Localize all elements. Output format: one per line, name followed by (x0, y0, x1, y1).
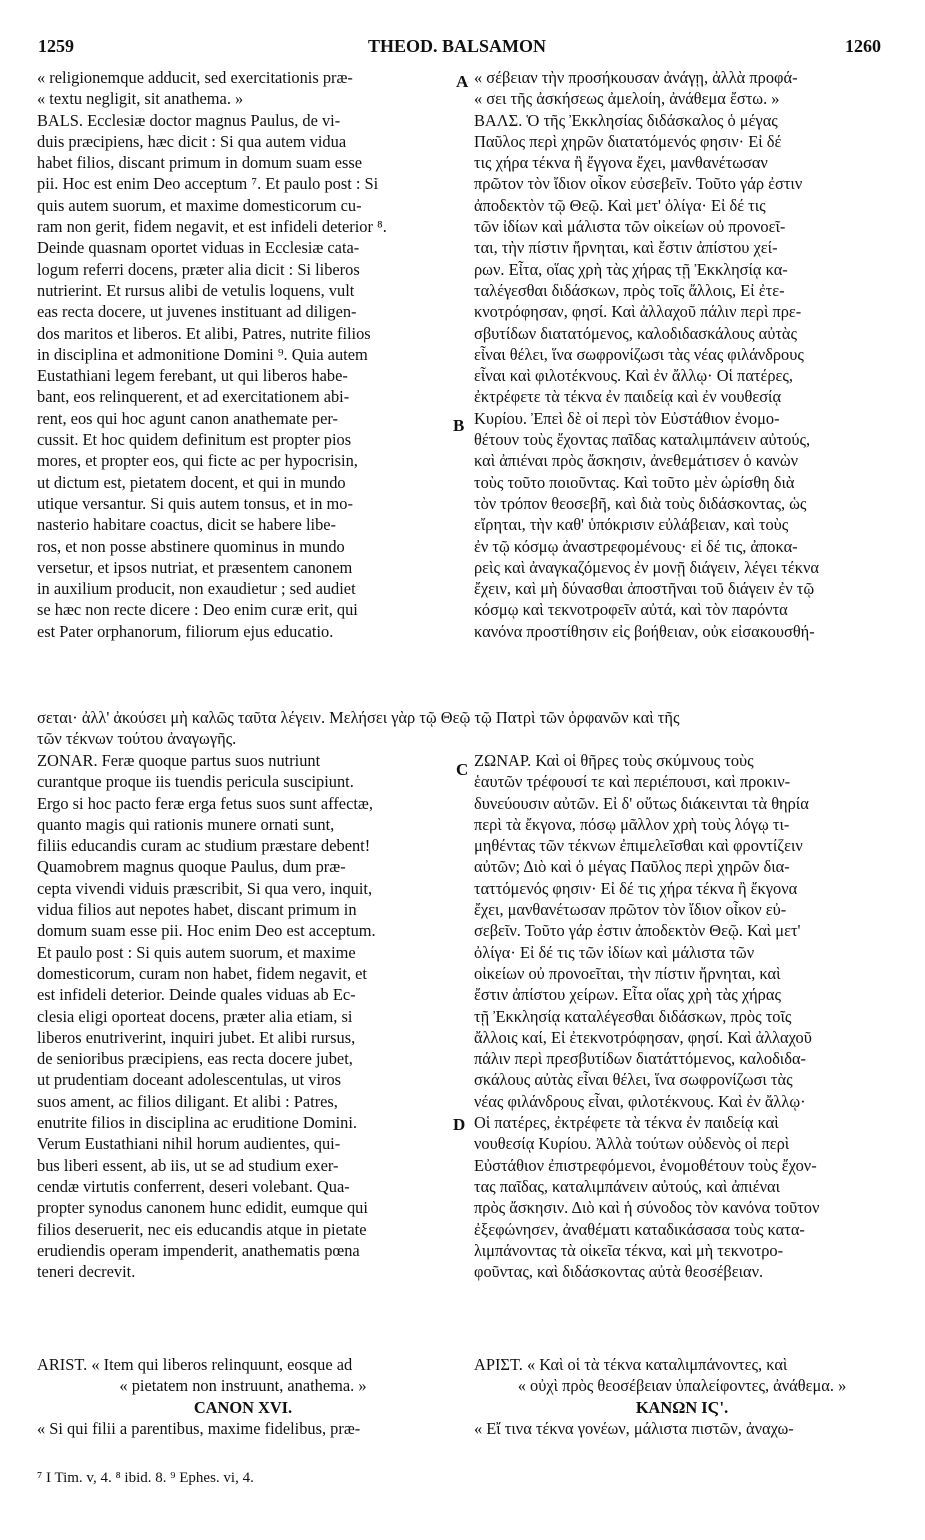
text-line: καὶ ἀπιέναι πρὸς ἄσκησιν, ἀνεθεμάτισεν ὁ κανὼν (474, 451, 799, 471)
text-line: Eustathiani legem ferebant, ut qui liberos habe- (37, 366, 348, 386)
text-line: ρων. Εἶτα, οἵας χρὴ τὰς χήρας τῇ Ἐκκλησίᾳ κα- (474, 259, 788, 279)
text-line: erudiendis operam impenderit, anathematis pœna (37, 1240, 360, 1260)
latin-bottom-section (37, 1354, 449, 1439)
text-line: quanto magis qui rationis munere ornati sunt, (37, 814, 335, 834)
text-line: bant, eos relinquerent, et ad exercitationem abi- (37, 387, 350, 407)
text-line: dos maritos et liberos. Et alibi, Patres, nutrite filios (37, 323, 371, 343)
text-line: domesticorum, curam non habet, fidem negavit, et (37, 963, 367, 983)
text-line: πρῶτον τὸν ἴδιον οἶκον εὐσεβεῖν. Τοῦτο γάρ ἐστιν (474, 174, 803, 194)
text-line: nutrierint. Et rursus alibi de vetulis loquens, vult (37, 280, 355, 300)
text-line: ZONAR. Feræ quoque partus suos nutriunt (37, 751, 321, 770)
text-line: ἐν τῷ κόσμῳ ἀναστρεφομένους· εἰ δέ τις, ἀποκα- (474, 536, 798, 556)
text-line: εἴρηται, τὴν καθ' ὑπόκρισιν εὐλάβειαν, καὶ τοὺς (474, 515, 789, 535)
text-line: σεβεῖν. Τοῦτο γάρ ἐστιν ἀποδεκτὸν Θεῷ. Καὶ μετ' (474, 921, 801, 941)
text-line: teneri decrevit. (37, 1262, 136, 1282)
text-line: nasterio habitare coactus, dicit se habere libe- (37, 515, 336, 535)
text-line: δυνεύουσιν αὐτῶν. Εἰ δ' οὕτως διάκεινται τὰ θηρία (474, 793, 809, 813)
text-line: ἔχει, μανθανέτωσαν πρῶτον τὸν ἴδιον οἶκον εὐ- (474, 900, 787, 920)
text-line: ut dictum est, pietatem docent, et qui in mundo (37, 472, 346, 492)
text-line: φοῦντας, καὶ διδάσκοντας αὐτὰ θεοσέβειαν. (474, 1262, 764, 1282)
margin-letter-c: C (456, 760, 469, 779)
text-line: πρὸς ἄσκησιν. Διὸ καὶ ἡ σύνοδος τὸν κανόνα τοῦτον (474, 1198, 820, 1218)
greek-zonaras-commentary (474, 750, 890, 1282)
margin-letter-b: B (453, 416, 465, 435)
text-line: οἰκείων οὐ προνοεῖται, τὴν πίστιν ἤρνηται, καὶ (474, 963, 781, 983)
text-line: habet filios, discant primum in domum suam esse (37, 153, 363, 173)
text-line: « σέβειαν τὴν προσήκουσαν ἀνάγῃ, ἀλλὰ προφά- (474, 68, 798, 87)
text-line: ἄλλοις καί, Εἰ ἐτεκνοτρόφησαν, φησί. Καὶ ἀλλαχοῦ (474, 1027, 812, 1047)
text-line: Εὐστάθιον ἐπιστρεφόμενοι, ἐνομοθέτουν τοὺς ἔχον- (474, 1155, 817, 1175)
text-line: τοὺς τοῦτο ποιοῦντας. Καὶ τοῦτο μὲν ὡρίσθη διὰ (474, 472, 795, 492)
text-line: σβυτίδων διατατόμενος, καλοδιδασκάλους αὐτὰς (474, 323, 797, 343)
text-line: εἶναι καὶ φιλοτέκνους. Καὶ ἐν ἄλλῳ· Οἱ πατέρες, (474, 366, 794, 386)
margin-letter-d: D (453, 1115, 466, 1134)
text-line: ros, et non posse abstinere quominus in mundo (37, 536, 345, 556)
text-line: liberos enutriverint, inquiri jubet. Et alibi rursus, (37, 1027, 356, 1047)
text-line: Κυρίου. Ἐπεὶ δὲ οἱ περὶ τὸν Εὐστάθιον ἐνομο- (474, 408, 780, 428)
text-line: Ergo si hoc pacto feræ erga fetus suos sunt affectæ, (37, 793, 373, 813)
greek-full-width-continuation (37, 707, 890, 750)
text-line: mores, et propter eos, qui ficte ac per hypocrisin, (37, 451, 358, 471)
page-number-left: 1259 (38, 36, 74, 56)
greek-canon-heading: ΚΑΝΩΝ ΙϚ'. (635, 1397, 729, 1417)
text-line: ἐξεφώνησεν, ἀναθέματι καταδικάσασα τοὺς κατα- (474, 1219, 805, 1239)
text-line: τῇ Ἐκκλησίᾳ καταλέγεσθαι διδάσκων, πρὸς τοῖς (474, 1006, 792, 1026)
text-line: quis autem suorum, et maxime domesticorum cu- (37, 195, 362, 215)
text-line: curantque proque iis tuendis pericula suscipiunt. (37, 772, 354, 792)
footnotes: ⁷ I Tim. v, 4. ⁸ ibid. 8. ⁹ Ephes. vi, 4. (37, 1470, 254, 1486)
latin-arist-line-1: ARIST. « Item qui liberos relinquunt, eosque ad (37, 1355, 353, 1374)
text-line: περὶ τὰ ἔκγονα, πόσῳ μᾶλλον χρὴ τοὺς λόγῳ τι- (474, 814, 790, 834)
text-line: νουθεσίᾳ Κυρίου. Ἀλλὰ τούτων οὐδενὸς οἱ περὶ (474, 1134, 790, 1154)
text-line: utique versantur. Si quis autem tonsus, et in mo- (37, 493, 353, 513)
text-line: κνοτρόφησαν, φησί. Καὶ ἀλλαχοῦ πάλιν περὶ πρε- (474, 302, 802, 322)
text-line: in disciplina et admonitione Domini ⁹. Quia autem (37, 344, 368, 364)
text-line: ρεὶς καὶ ἀναγκαζόμενος ἐν μονῇ διάγειν, λέγει τέκνα (474, 557, 820, 577)
text-line: αὐτῶν; Διὸ καὶ ὁ μέγας Παῦλος περὶ χηρῶν δια- (474, 857, 790, 877)
page-number-right: 1260 (845, 36, 881, 56)
text-line: ται, τὴν πίστιν ἤρνηται, καὶ ἔστιν ἀπίστου χεί- (474, 238, 778, 258)
text-line: πάλιν περὶ πρεσβυτίδων διατάττόμενος, καλοδιδα- (474, 1049, 806, 1069)
text-line: filios deseruerit, nec eis educandis atque in pietate (37, 1219, 367, 1239)
text-line: Οἱ πατέρες, ἐκτρέφετε τὰ τέκνα ἐν παιδείᾳ καὶ (474, 1113, 779, 1133)
greek-canon-text: « Εἴ τινα τέκνα γονέων, μάλιστα πιστῶν, ἀναχω- (474, 1418, 794, 1438)
greek-bottom-section (474, 1354, 890, 1439)
text-line: duis præcipiens, hæc dicit : Si qua autem vidua (37, 131, 347, 151)
text-line: σκάλους αὐτὰς εἶναι θέλει, ἵνα σωφρονίζωσι τὰς (474, 1070, 793, 1090)
text-line: θέτουν τοὺς ἔχοντας παῖδας καταλιμπάνειν αὐτούς, (474, 430, 811, 450)
text-line: Et paulo post : Si quis autem suorum, et maxime (37, 942, 356, 962)
text-line: κόσμῳ καὶ τεκνοτροφεῖν αὐτά, καὶ τὸν παρόντα (474, 600, 788, 620)
text-line: κανόνα προστίθησιν εἰς βοήθειαν, οὐκ εἰσακουσθή- (474, 621, 815, 641)
text-line: se hæc non recte dicere : Deo enim curæ erit, qui (37, 600, 358, 620)
text-line: suos ament, ac filios diligant. Et alibi : Patres, (37, 1091, 338, 1111)
latin-canon-text: « Si qui filii a parentibus, maxime fidelibus, præ- (37, 1418, 361, 1438)
text-line: « textu negligit, sit anathema. » (37, 89, 244, 109)
latin-canon-heading: CANON XVI. (193, 1397, 293, 1417)
text-line: ἑαυτῶν τρέφουσί τε καὶ περιέπουσι, καὶ προκιν- (474, 772, 791, 792)
text-line: μηθέντας τῶν τέκνων ἐπιμελεῖσθαι καὶ φροντίζειν (474, 836, 803, 856)
text-line: ἐκτρέφετε τὰ τέκνα ἐν παιδείᾳ καὶ ἐν νουθεσίᾳ (474, 387, 782, 407)
margin-letter-a: A (456, 72, 469, 91)
text-line: ἔστιν ἀπίστου χείρων. Εἶτα οἵας χρὴ τὰς χήρας (474, 985, 781, 1005)
text-line: domum suam esse pii. Hoc enim Deo est acceptum. (37, 921, 376, 941)
text-line: de senioribus præcipiens, eas recta docere jubet, (37, 1049, 353, 1069)
text-line: ἔχειν, καὶ μὴ δύνασθαι ἀποστῆναι τοῦ διάγειν ἐν τῷ (474, 579, 815, 599)
text-line: Verum Eustathiani nihil horum audientes, qui- (37, 1134, 341, 1154)
text-line: BALS. Ecclesiæ doctor magnus Paulus, de vi- (37, 110, 341, 130)
text-line: enutrite filios in disciplina ac eruditione Domini. (37, 1113, 358, 1133)
text-line: Quamobrem magnus quoque Paulus, dum præ- (37, 857, 346, 877)
greek-arist-line-2: « οὐχὶ πρὸς θεοσέβειαν ὑπαλείφοντες, ἀνάθεμα. » (517, 1376, 847, 1396)
latin-arist-line-2: « pietatem non instruunt, anathema. » (119, 1376, 367, 1396)
text-line: pii. Hoc est enim Deo acceptum ⁷. Et paulo post : Si (37, 174, 379, 194)
text-line: Παῦλος περὶ χηρῶν διατατόμενός φησιν· Εἰ δέ (474, 131, 782, 151)
text-line: est Pater orphanorum, filiorum ejus educatio. (37, 621, 334, 641)
text-line: « religionemque adducit, sed exercitationis præ- (37, 68, 353, 87)
text-line: τῶν τέκνων τούτου ἀναγωγῆς. (37, 729, 237, 749)
text-line: cepta vivendi viduis præscribit, Si qua vero, inquit, (37, 878, 373, 898)
text-line: ΒΑΛΣ. Ὁ τῆς Ἐκκλησίας διδάσκαλος ὁ μέγας (474, 110, 778, 130)
text-line: Deinde quasnam oportet viduas in Ecclesiæ cata- (37, 238, 360, 258)
text-line: ταττόμενός φησιν· Εἰ δέ τις χήρα τέκνα ἢ ἔκγονα (474, 878, 798, 898)
text-line: cendæ virtutis conferrent, deseri volebant. Qua- (37, 1176, 350, 1196)
running-title: THEOD. BALSAMON (368, 36, 547, 56)
text-line: σεται· ἀλλ' ἀκούσει μὴ καλῶς ταῦτα λέγειν. Μελήσει γὰρ τῷ Θεῷ τῷ Πατρὶ τῶν ὀρφανῶν καὶ τῆς (37, 708, 680, 727)
text-line: λιμπάνοντας τὰ οἰκεῖα τέκνα, καὶ μὴ τεκνοτρο- (474, 1240, 784, 1260)
text-line: versetur, et ipsos nutriat, et præsentem canonem (37, 557, 353, 577)
latin-zonaras-commentary (37, 750, 449, 1282)
text-line: εἶναι θέλει, ἵνα σωφρονίζωσι τὰς νέας φιλάνδρους (474, 344, 804, 364)
text-line: est infideli deterior. Deinde quales viduas ab Ec- (37, 985, 356, 1005)
text-line: ram non gerit, fidem negavit, et est infideli deterior ⁸. (37, 217, 387, 237)
text-line: ὀλίγα· Εἰ δέ τις τῶν ἰδίων καὶ μάλιστα τῶν (474, 942, 755, 962)
text-line: logum referri docens, præter alia dicit : Si liberos (37, 259, 360, 279)
text-line: cussit. Et hoc quidem definitum est propter pios (37, 430, 352, 450)
text-line: ἀποδεκτὸν τῷ Θεῷ. Καὶ μετ' ὀλίγα· Εἰ δέ τις (474, 195, 766, 215)
greek-arist-line-1: ΑΡΙΣΤ. « Καὶ οἱ τὰ τέκνα καταλιμπάνοντες, καὶ (474, 1355, 788, 1374)
greek-balsamon-commentary (474, 67, 890, 642)
text-line: vidua filios aut nepotes habet, discant primum in (37, 900, 357, 920)
text-line: ταλέγεσθαι διδάσκων, πρὸς τοῖς ἄλλοις, Εἰ ἐτε- (474, 280, 785, 300)
text-line: τῶν ἰδίων καὶ μάλιστα τῶν οἰκείων οὐ προνοεῖ- (474, 217, 786, 237)
text-line: ut prudentiam doceant adolescentulas, ut viros (37, 1070, 342, 1090)
text-line: in auxilium producit, non exaudietur ; sed audiet (37, 579, 356, 599)
text-line: eas recta docere, ut juvenes instituant ad diligen- (37, 302, 357, 322)
text-line: « σει τῆς ἀσκήσεως ἀμελοίη, ἀνάθεμα ἔστω. » (474, 89, 780, 109)
page-header (0, 36, 925, 66)
latin-balsamon-commentary (37, 67, 449, 642)
text-line: νέας φιλάνδρους εἶναι, φιλοτέκνους. Καὶ ἐν ἄλλῳ· (474, 1091, 806, 1111)
text-line: τὸν τρόπον θεοσεβῆ, καὶ διὰ τοὺς διδάσκοντας, ὡς (474, 493, 807, 513)
text-line: τας παῖδας, καταλιμπάνειν αὐτούς, καὶ ἀπιέναι (474, 1176, 780, 1196)
text-line: ΖΩΝΑΡ. Καὶ οἱ θῆρες τοὺς σκύμνους τοὺς (474, 751, 754, 770)
text-line: clesia eligi oporteat docens, præter alia etiam, si (37, 1006, 353, 1026)
text-line: bus liberi essent, ab iis, ut se ad studium exer- (37, 1155, 339, 1175)
text-line: τις χήρα τέκνα ἢ ἔγγονα ἔχει, μανθανέτωσαν (474, 153, 768, 173)
text-line: rent, eos qui hoc agunt canon anathemate per- (37, 408, 338, 428)
text-line: propter synodus canonem hunc edidit, eumque qui (37, 1198, 368, 1218)
text-line: filiis educandis curam ac studium præstare debent! (37, 836, 371, 856)
